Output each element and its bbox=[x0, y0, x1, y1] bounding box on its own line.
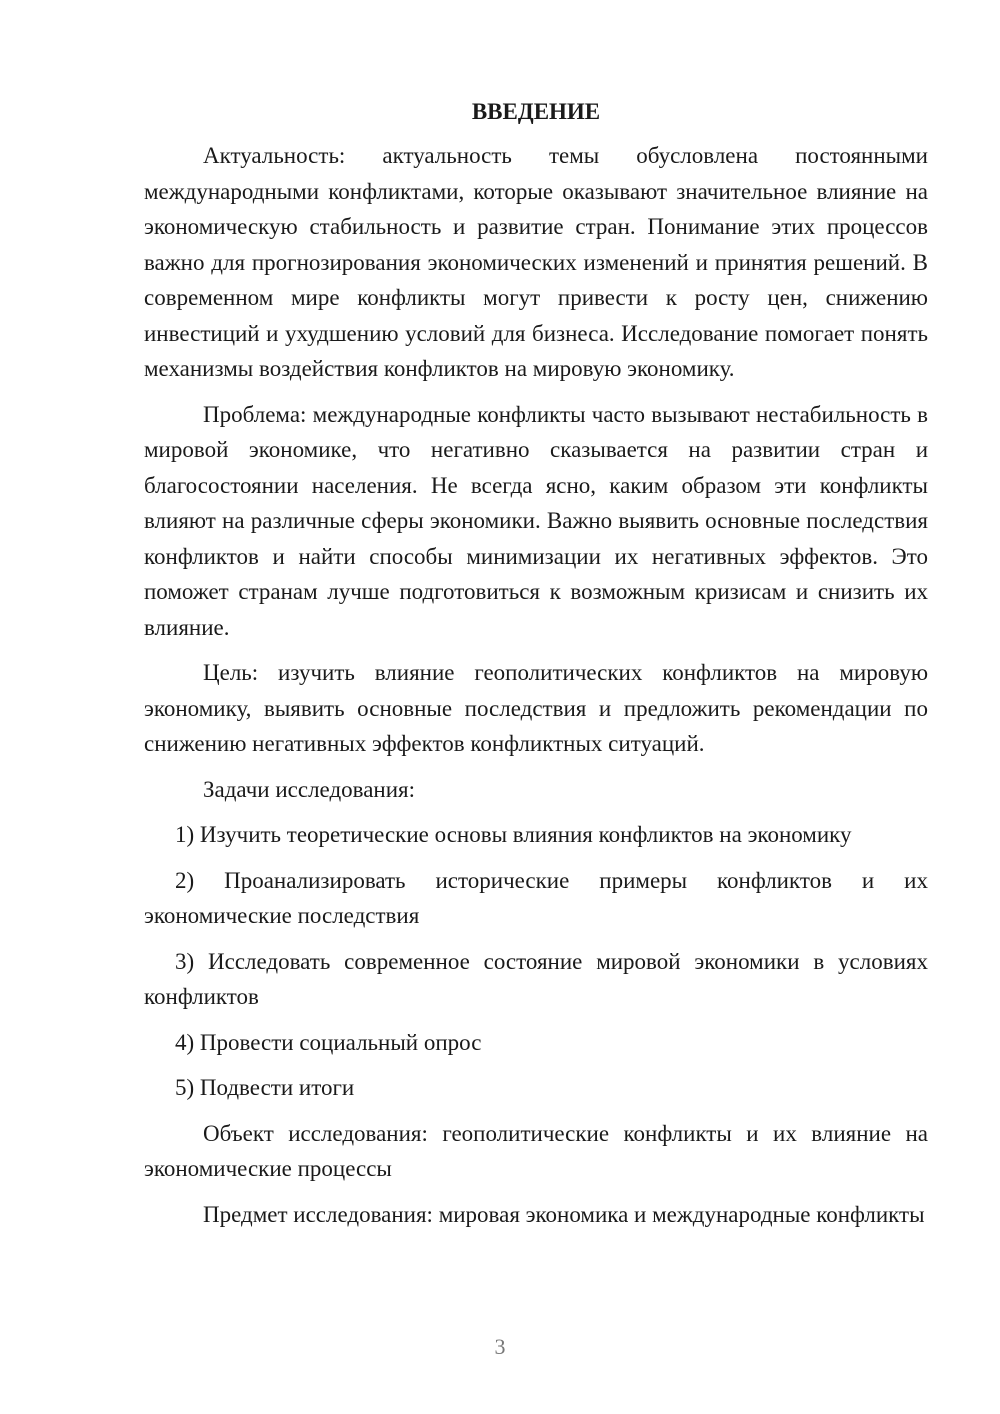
problem-paragraph: Проблема: международные конфликты часто вызывают нестабильность в мировой экономике, что негативно сказывается на развитии стран и благосостоянии населения. Не всегда ясно, каким образом эти конфликты влияют на различные сферы экономики. Важно выявить основные последствия конфликтов и найти способы минимизации их негативных эффектов. Это поможет странам лучше подготовиться к возможным кризисам и снизить их влияние. bbox=[144, 401, 928, 640]
goal-paragraph: Цель: изучить влияние геополитических конфликтов на мировую экономику, выявить основные последствия и предложить рекомендации по снижению негативных эффектов конфликтных ситуаций. bbox=[144, 660, 928, 756]
list-item: 3) Исследовать современное состояние мировой экономики в условиях конфликтов bbox=[144, 948, 928, 1009]
page-content bbox=[144, 96, 928, 1242]
list-item: 2) Проанализировать исторические примеры конфликтов и их экономические последствия bbox=[144, 867, 928, 928]
relevance-paragraph: Актуальность: актуальность темы обусловлена постоянными международными конфликтами, которые оказывают значительное влияние на экономическую стабильность и развитие стран. Понимание этих процессов важно для прогнозирования экономических изменений и принятия решений. В современном мире конфликты могут привести к росту цен, снижению инвестиций и ухудшению условий для бизнеса. Исследование помогает понять механизмы воздействия конфликтов на мировую экономику. bbox=[144, 143, 928, 381]
list-item: 1) Изучить теоретические основы влияния конфликтов на экономику bbox=[175, 822, 852, 847]
list-item: 4) Провести социальный опрос bbox=[175, 1029, 482, 1055]
object-paragraph: Объект исследования: геополитические конфликты и их влияние на экономические процессы bbox=[144, 1120, 928, 1181]
tasks-title: Задачи исследования: bbox=[203, 776, 416, 802]
subject-paragraph: Предмет исследования: мировая экономика и международные конфликты bbox=[203, 1201, 925, 1227]
tasks-list bbox=[144, 817, 928, 1106]
page-number: 3 bbox=[494, 1334, 506, 1359]
page-title: ВВЕДЕНИЕ bbox=[471, 99, 601, 124]
list-item: 5) Подвести итоги bbox=[175, 1075, 355, 1100]
